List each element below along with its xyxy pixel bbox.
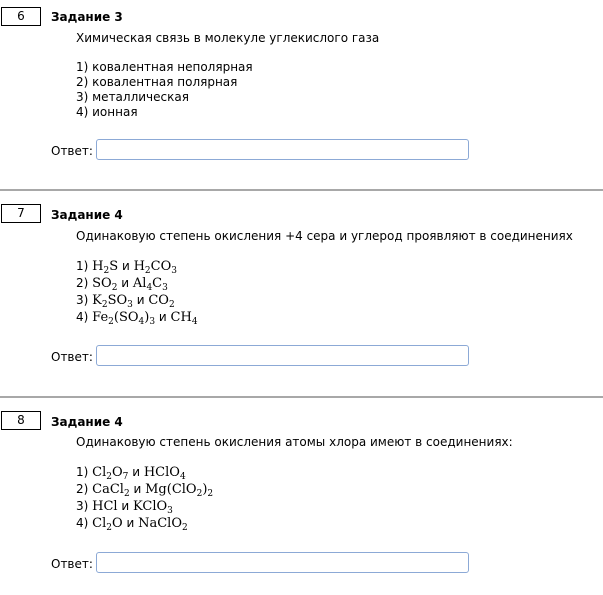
formula-b: $Al_4C_3$ xyxy=(132,276,168,293)
options-list xyxy=(76,464,213,532)
formula-b: HClO$_4$ xyxy=(143,465,186,482)
formula-a: $Fe_2(SO_4)_3$ xyxy=(92,310,156,327)
answer-input[interactable] xyxy=(96,552,469,573)
task-number-box: 8 xyxy=(1,411,41,430)
option-2: 2) ковалентная полярная xyxy=(76,75,238,89)
task-question: Химическая связь в молекуле углекислого газа xyxy=(76,31,380,45)
formula-b: $H_2CO_3$ xyxy=(133,259,177,276)
task-question: Одинаковую степень окисления атомы хлора имеют в соединениях: xyxy=(76,435,513,449)
option-4: 4) $Fe_2(SO_4)_3$ и $CH_4$ xyxy=(76,310,198,327)
formula-b: $Mg(ClO_2)_2$ xyxy=(145,482,214,499)
option-3: 3) HCl и KClO$_3$ xyxy=(76,499,173,516)
task-title: Задание 4 xyxy=(51,208,123,222)
option-2: 2) CaCl$_2$ и $Mg(ClO_2)_2$ xyxy=(76,482,214,499)
option-4: 4) $Cl_2O$ и NaClO$_2$ xyxy=(76,516,188,533)
option-4: 4) ионная xyxy=(76,105,138,119)
answer-input[interactable] xyxy=(96,345,469,366)
options-list xyxy=(76,258,198,326)
task-question: Одинаковую степень окисления +4 сера и углерод проявляют в соединениях xyxy=(76,229,573,243)
option-1: 1) $Cl_2O_7$ и HClO$_4$ xyxy=(76,465,186,482)
answer-label: Ответ: xyxy=(51,557,93,571)
options-list xyxy=(76,60,253,120)
option-3: 3) $K_2SO_3$ и $CO_2$ xyxy=(76,293,175,310)
formula-b: $CH_4$ xyxy=(170,310,198,327)
answer-input[interactable] xyxy=(96,139,469,160)
answer-label: Ответ: xyxy=(51,350,93,364)
formula-b: $CO_2$ xyxy=(148,293,175,310)
formula-b: NaClO$_2$ xyxy=(138,516,188,533)
separator xyxy=(0,396,603,398)
task-title: Задание 4 xyxy=(51,415,123,429)
formula-a: $H_2S$ xyxy=(92,259,119,276)
separator xyxy=(0,189,603,191)
formula-a: $SO_2$ xyxy=(92,276,118,293)
task-number-box: 7 xyxy=(1,204,41,223)
formula-a: $K_2SO_3$ xyxy=(92,293,133,310)
formula-b: KClO$_3$ xyxy=(133,499,173,516)
task-title: Задание 3 xyxy=(51,10,123,24)
option-1: 1) $H_2S$ и $H_2CO_3$ xyxy=(76,259,177,276)
option-2: 2) $SO_2$ и $Al_4C_3$ xyxy=(76,276,168,293)
option-1: 1) ковалентная неполярная xyxy=(76,60,253,74)
formula-a: $Cl_2O$ xyxy=(92,516,123,533)
answer-label: Ответ: xyxy=(51,144,93,158)
formula-a: CaCl$_2$ xyxy=(92,482,130,499)
option-3: 3) металлическая xyxy=(76,90,189,104)
formula-a: $Cl_2O_7$ xyxy=(92,465,129,482)
formula-a: HCl xyxy=(92,499,118,514)
task-number-box: 6 xyxy=(1,7,41,26)
